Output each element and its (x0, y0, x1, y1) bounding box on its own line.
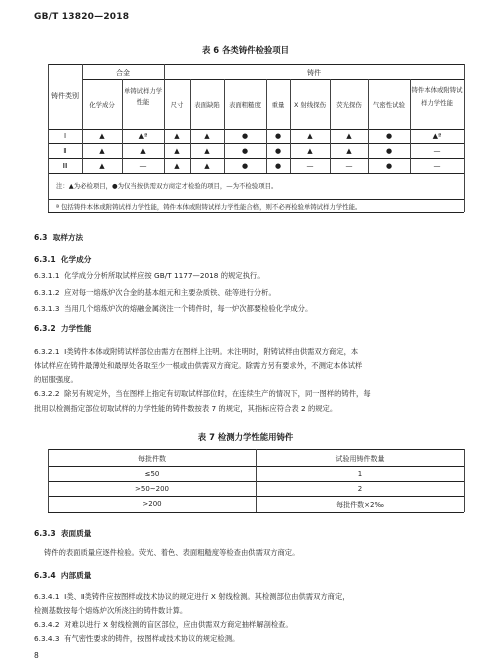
table6-cell: ▲ª (138, 132, 148, 140)
section-6-3-1 (34, 254, 91, 265)
clause-number: 6.3.2.1 (34, 347, 60, 356)
table7-cell: 每批件数×2‰ (336, 501, 384, 509)
table6-col-divider (190, 79, 191, 173)
table6-cell: ▲ (174, 162, 180, 170)
table7-cell: ≤50 (144, 470, 160, 478)
table6-head-alloy: 合金 (116, 69, 130, 77)
table6-col-divider (330, 79, 331, 173)
clause-6-3-1-1 (34, 269, 265, 283)
table6-col-divider (164, 64, 165, 173)
section-title: 力学性能 (60, 324, 92, 333)
clause-number: 6.3.4.2 (34, 620, 60, 629)
clause-text: 有气密性要求的铸件，按图样或技术协议的规定检测。 (64, 634, 240, 643)
section-number: 6.3.2 (34, 324, 56, 333)
clause-6-3-4-1-cont: 检测基数按每个熔炼炉次所浇注的铸件数计算。 (34, 606, 188, 615)
table6-cell: ▲ (174, 132, 180, 140)
section-title: 表面质量 (60, 529, 92, 538)
table6-col-chem: 化学成分 (89, 101, 115, 109)
table6-col-airtight: 气密性试验 (373, 101, 405, 109)
table6-cell: ● (241, 162, 249, 170)
table6-col-roughness: 表面粗糙度 (229, 101, 261, 109)
table6-group-rule (82, 79, 464, 80)
section-number: 6.3.4 (34, 571, 56, 580)
table6-note: 注：▲为必检项目，●为仅当按供需双方商定才检验的项目，—为不检验项目。 (56, 182, 278, 190)
clause-6-3-1-3 (34, 302, 312, 316)
table6-head-category: 铸件类别 (51, 92, 79, 100)
table6-cell: — (139, 162, 147, 170)
table6-row-category: Ⅲ (62, 162, 68, 170)
table6-col-divider (224, 79, 225, 173)
clause-6-3-4-3 (34, 632, 239, 646)
table6-cell: ▲ (307, 132, 313, 140)
table6-cell: — (306, 162, 314, 170)
page-number: 8 (34, 651, 39, 660)
table6-cell: ▲ (346, 147, 352, 155)
table6-row-rule (48, 173, 464, 174)
section-6-3-2 (34, 323, 91, 334)
table6-col-divider (266, 79, 267, 173)
table6-col-dimension: 尺寸 (170, 101, 184, 109)
table6-row-category: Ⅱ (63, 147, 67, 155)
table6-cell: ▲ (174, 147, 180, 155)
table6-cell: ● (274, 147, 282, 155)
table6-cell: ▲ (307, 147, 313, 155)
clause-6-3-1-2 (34, 286, 276, 300)
table7-title: 表 7 检测力学性能用铸件 (197, 432, 294, 442)
clause-text: Ⅰ类铸件本体或附铸试样部位由需方在图样上注明。未注明时，附铸试样由供需双方商定，本 (64, 347, 359, 356)
clause-6-3-2-1-cont: 的屈服强度。 (34, 375, 78, 384)
table6-head-rule (48, 129, 464, 130)
table6-cell: ▲ (140, 147, 146, 155)
table6-cell: ▲ (346, 132, 352, 140)
table6-col-divider (368, 79, 369, 173)
table6-row-rule (48, 158, 464, 159)
standard-number: GB/T 13820—2018 (34, 12, 130, 22)
table7-cell: >200 (142, 500, 162, 508)
table6-cell: ● (385, 132, 393, 140)
section-title: 取样方法 (52, 233, 84, 242)
table7-border (464, 449, 465, 512)
table7-cell: 1 (357, 470, 363, 478)
table7-cell: >50~200 (135, 485, 169, 493)
table6-cell: ▲ (99, 147, 105, 155)
clause-text: 除另有规定外，当在图样上指定有切取试样部位时，在连续生产的情况下，同一图样的铸件，每 (64, 389, 371, 398)
table6-cell: ● (241, 147, 249, 155)
clause-text: 化学成分分析所取试样应按 GB/T 1177—2018 的规定执行。 (64, 271, 265, 280)
table6-cell: ● (241, 132, 249, 140)
section-6-3-4 (34, 570, 91, 581)
table7-bottom-rule (48, 512, 464, 513)
table6-col-surface-defect: 表面缺陷 (194, 101, 220, 109)
table6-col-xray: X 射线探伤 (294, 101, 326, 109)
clause-6-3-2-1-cont: 体试样应在铸件最薄处和最厚处各取至少一根或由供需双方商定。除需方另有要求外，不测定本体试样 (34, 361, 363, 370)
table6-row-category: Ⅰ (63, 132, 67, 140)
clause-6-3-2-1 (34, 345, 358, 359)
section-title: 内部质量 (60, 571, 92, 580)
table6-head-casting: 铸件 (307, 69, 321, 77)
table6-cell: ● (274, 162, 282, 170)
clause-6-3-2-2-cont: 批用以检测指定部位切取试样的力学性能的铸件数按表 7 的规定，其指标应符合表 2 的规定。 (34, 404, 338, 413)
clause-number: 6.3.1.2 (34, 288, 60, 297)
table6-cell: — (433, 162, 441, 170)
clause-text: 对难以进行 X 射线检测的盲区部位，应由供需双方商定抽样解剖检查。 (64, 620, 293, 629)
clause-6-3-4-2 (34, 618, 293, 632)
clause-number: 6.3.1.3 (34, 304, 60, 313)
clause-text: 应对每一熔炼炉次合金的基本组元和主要杂质铁、硅等进行分析。 (64, 288, 276, 297)
table6-col-body-mech: 铸件本体或附铸试样力学性能 (411, 86, 463, 107)
section-number: 6.3 (34, 233, 48, 242)
table6-cell: ▲ (204, 162, 210, 170)
table6-top-rule (48, 64, 464, 65)
table6-cell: ▲ (99, 162, 105, 170)
table6-cell: ● (385, 147, 393, 155)
section-number: 6.3.3 (34, 529, 56, 538)
clause-6-3-3-text: 铸件的表面质量应逐件检验。荧光、着色、表面粗糙度等检查由供需双方商定。 (44, 548, 300, 557)
section-title: 化学成分 (60, 255, 92, 264)
table6-col-weight: 重量 (271, 101, 285, 109)
table6-cell: ● (274, 132, 282, 140)
section-6-3 (34, 232, 83, 243)
table6-cell: — (433, 147, 441, 155)
section-number: 6.3.1 (34, 255, 56, 264)
clause-6-3-4-1 (34, 590, 350, 604)
table6-note-rule (48, 199, 464, 200)
clause-number: 6.3.4.1 (34, 592, 60, 601)
table6-title: 表 6 各类铸件检验项目 (201, 45, 290, 55)
table6-cell: ▲ (204, 132, 210, 140)
table6-col-fluorescent: 荧光探伤 (336, 101, 362, 109)
table6-col-divider (290, 79, 291, 173)
table6-cell: ▲ (99, 132, 105, 140)
clause-number: 6.3.2.2 (34, 389, 60, 398)
table6-col-single-cast: 单铸试样力学性能 (123, 87, 163, 106)
table6-row-rule (48, 143, 464, 144)
clause-text: Ⅰ类、Ⅱ类铸件应按图样或技术协议的规定进行 X 射线检测。其检测部位由供需双方商定， (64, 592, 350, 601)
table7-head-count: 试验用铸件数量 (335, 455, 385, 463)
table6-col-divider (82, 64, 83, 173)
clause-number: 6.3.4.3 (34, 634, 60, 643)
table6-cell: ● (385, 162, 393, 170)
table6-footnote: ª 包括铸件本体或附铸试样力学性能，铸件本体或附铸试样力学性能合格，则不必再检验单铸试样力学性能。 (56, 203, 362, 211)
section-6-3-3 (34, 528, 91, 539)
clause-text: 当用几个熔炼炉次的熔融金属浇注一个铸件时，每一炉次都要检验化学成分。 (64, 304, 313, 313)
table6-cell: ▲ª (432, 132, 442, 140)
table6-bottom-rule (48, 212, 464, 213)
table6-border (464, 64, 465, 212)
table7-head-batch: 每批件数 (138, 455, 166, 463)
table6-cell: — (345, 162, 353, 170)
clause-6-3-2-2 (34, 387, 371, 401)
clause-number: 6.3.1.1 (34, 271, 60, 280)
table7-cell: 2 (357, 485, 363, 493)
table6-cell: ▲ (204, 147, 210, 155)
